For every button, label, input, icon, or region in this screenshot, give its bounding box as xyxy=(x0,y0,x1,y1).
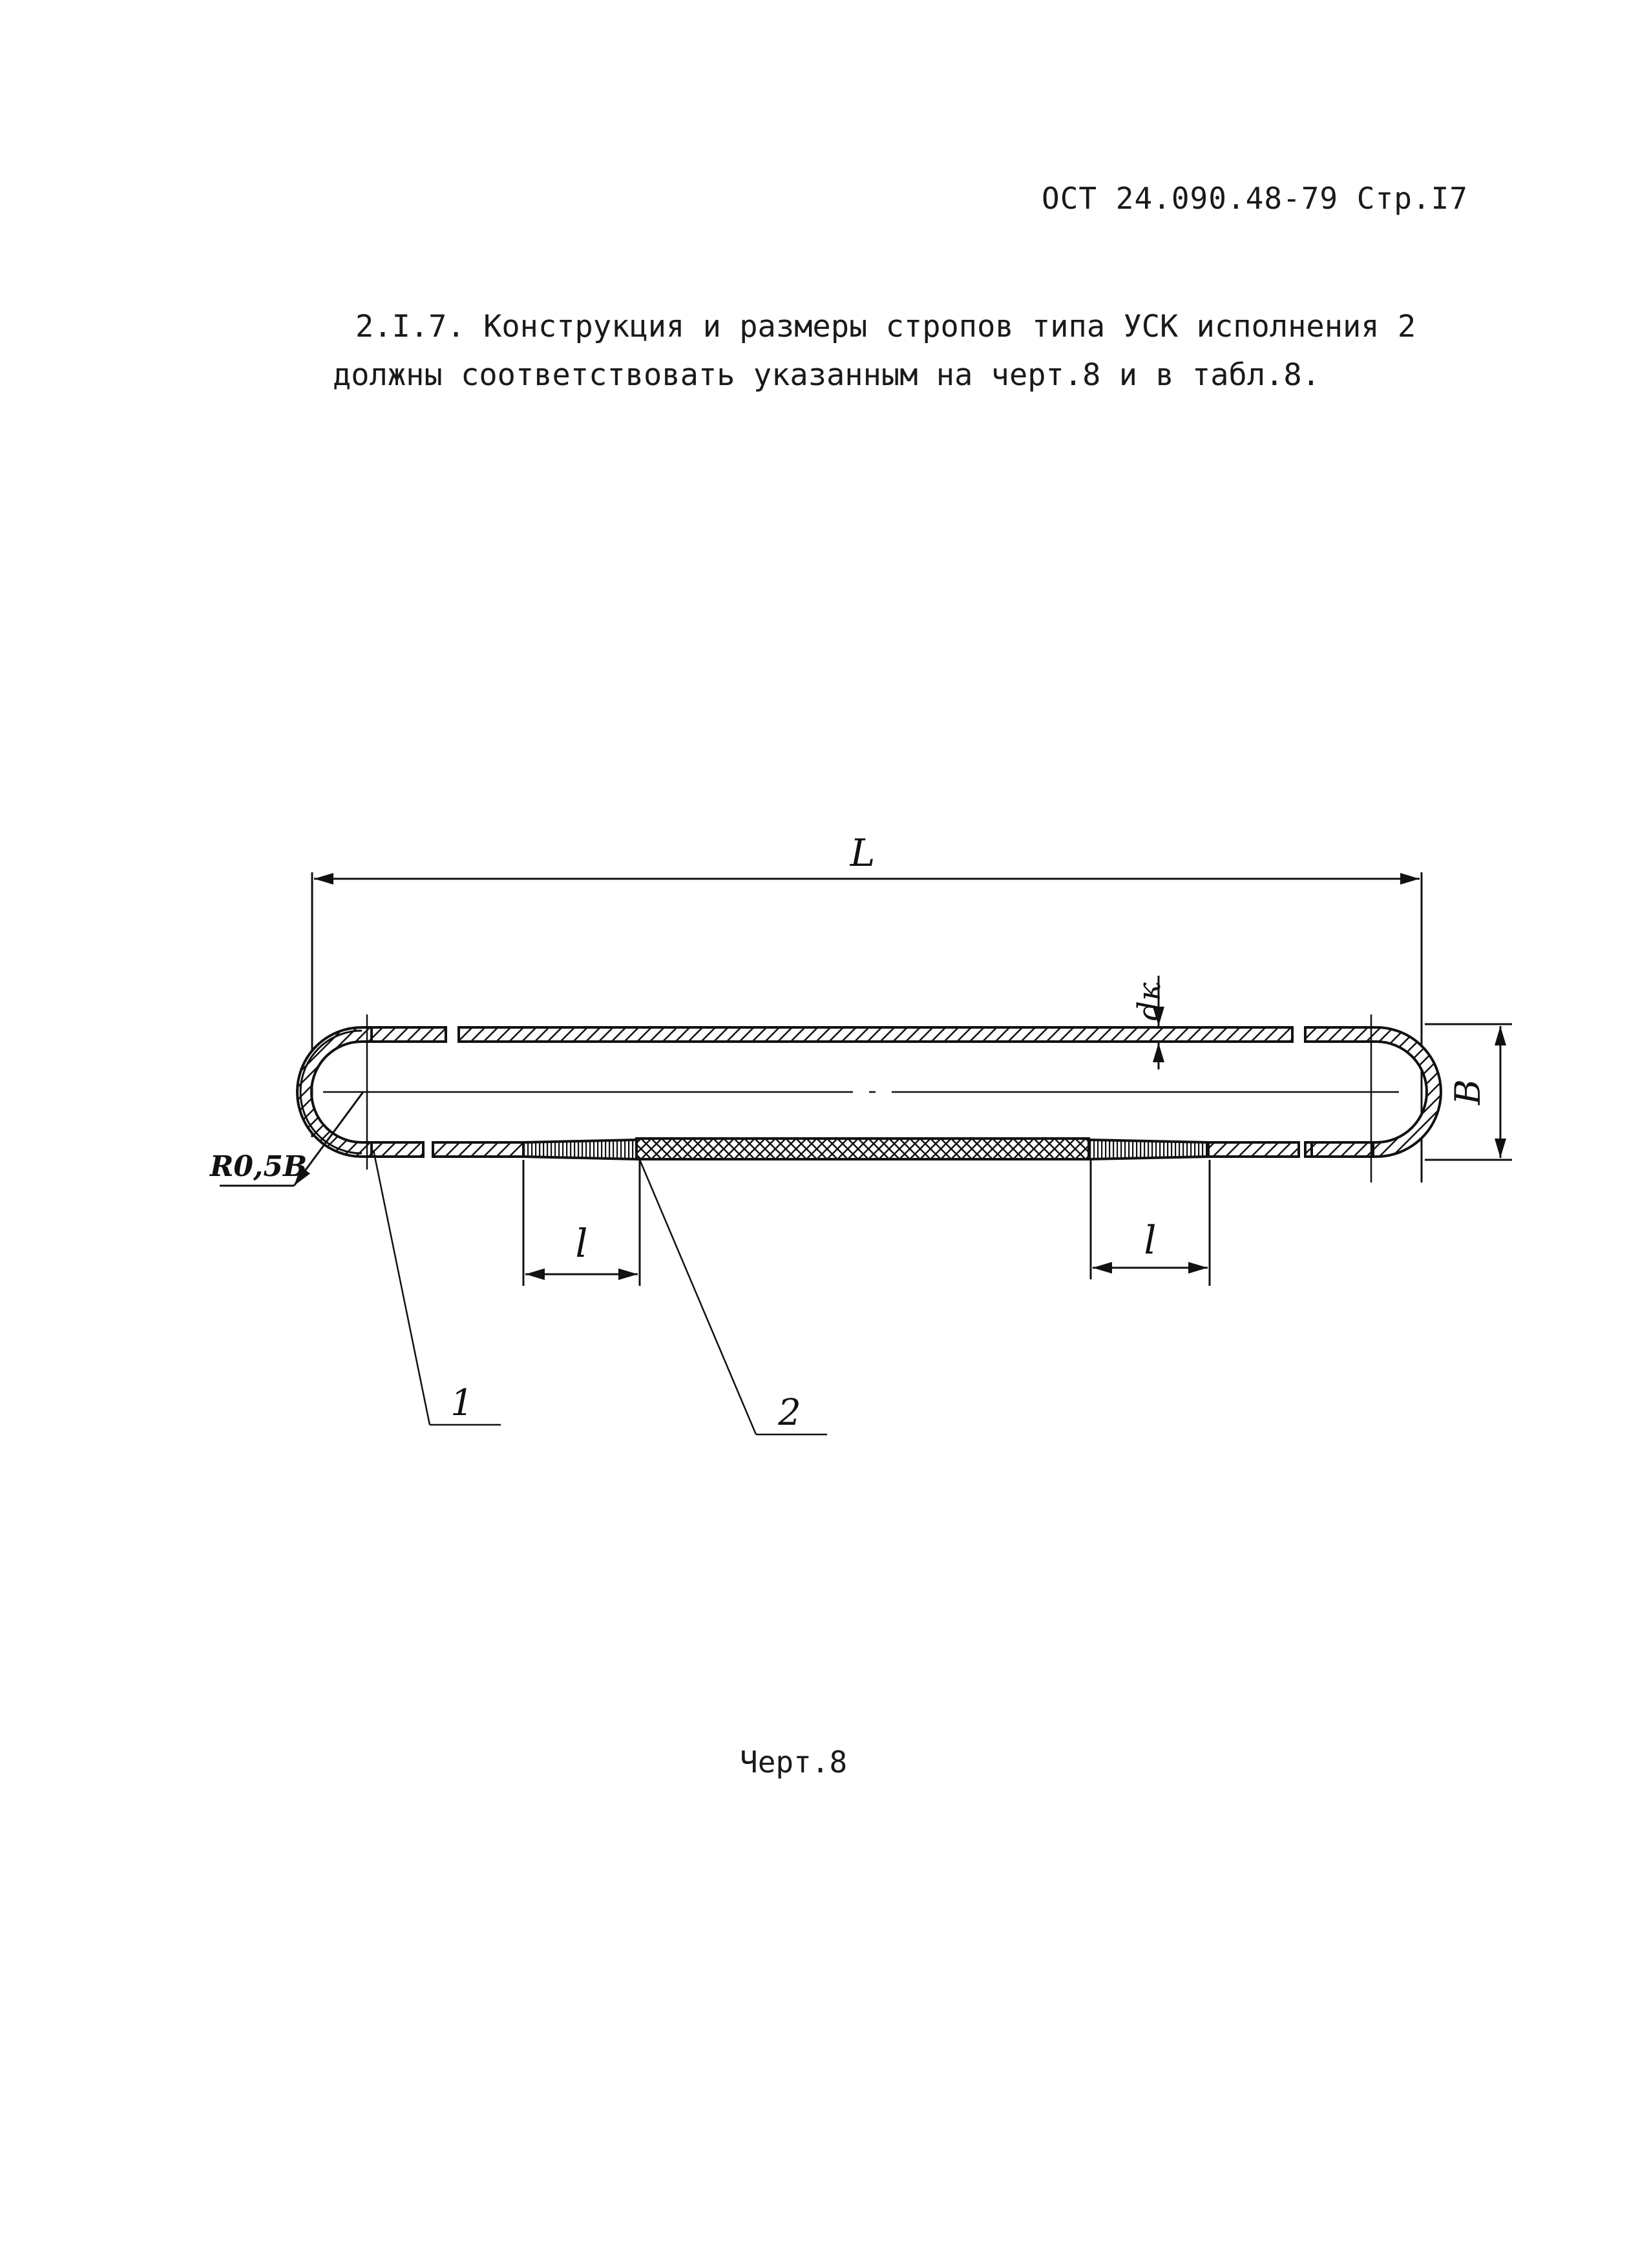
page-header: ОСТ 24.090.48-79 Стр.I7 xyxy=(1042,181,1468,216)
width-label: B xyxy=(1447,1079,1488,1105)
left-l-label: l xyxy=(575,1221,588,1266)
callout-1 xyxy=(373,1150,501,1425)
figure-caption: Черт.8 xyxy=(740,1745,848,1780)
diameter-label: dк xyxy=(1131,982,1168,1021)
callout-1-label: 1 xyxy=(450,1382,474,1424)
callout-2-label: 2 xyxy=(778,1392,801,1434)
top-branch xyxy=(372,1027,1292,1042)
paragraph-line-1: 2.I.7. Конструкция и размеры стропов типа УСК исполнения 2 xyxy=(355,309,1416,344)
right-l-dimension xyxy=(1091,1160,1210,1286)
paragraph-line-2: должны соответствовать указанным на черт.8 и в табл.8. xyxy=(333,357,1321,393)
bottom-branch xyxy=(372,1139,1373,1159)
sling-drawing xyxy=(0,808,1649,1486)
diameter-dimension xyxy=(1131,976,1168,1069)
length-dimension xyxy=(312,831,1422,1182)
length-label: L xyxy=(850,831,876,875)
left-l-dimension xyxy=(523,1160,640,1286)
right-l-label: l xyxy=(1144,1218,1157,1263)
radius-label: R0,5B xyxy=(209,1150,308,1183)
callout-2 xyxy=(638,1157,827,1434)
